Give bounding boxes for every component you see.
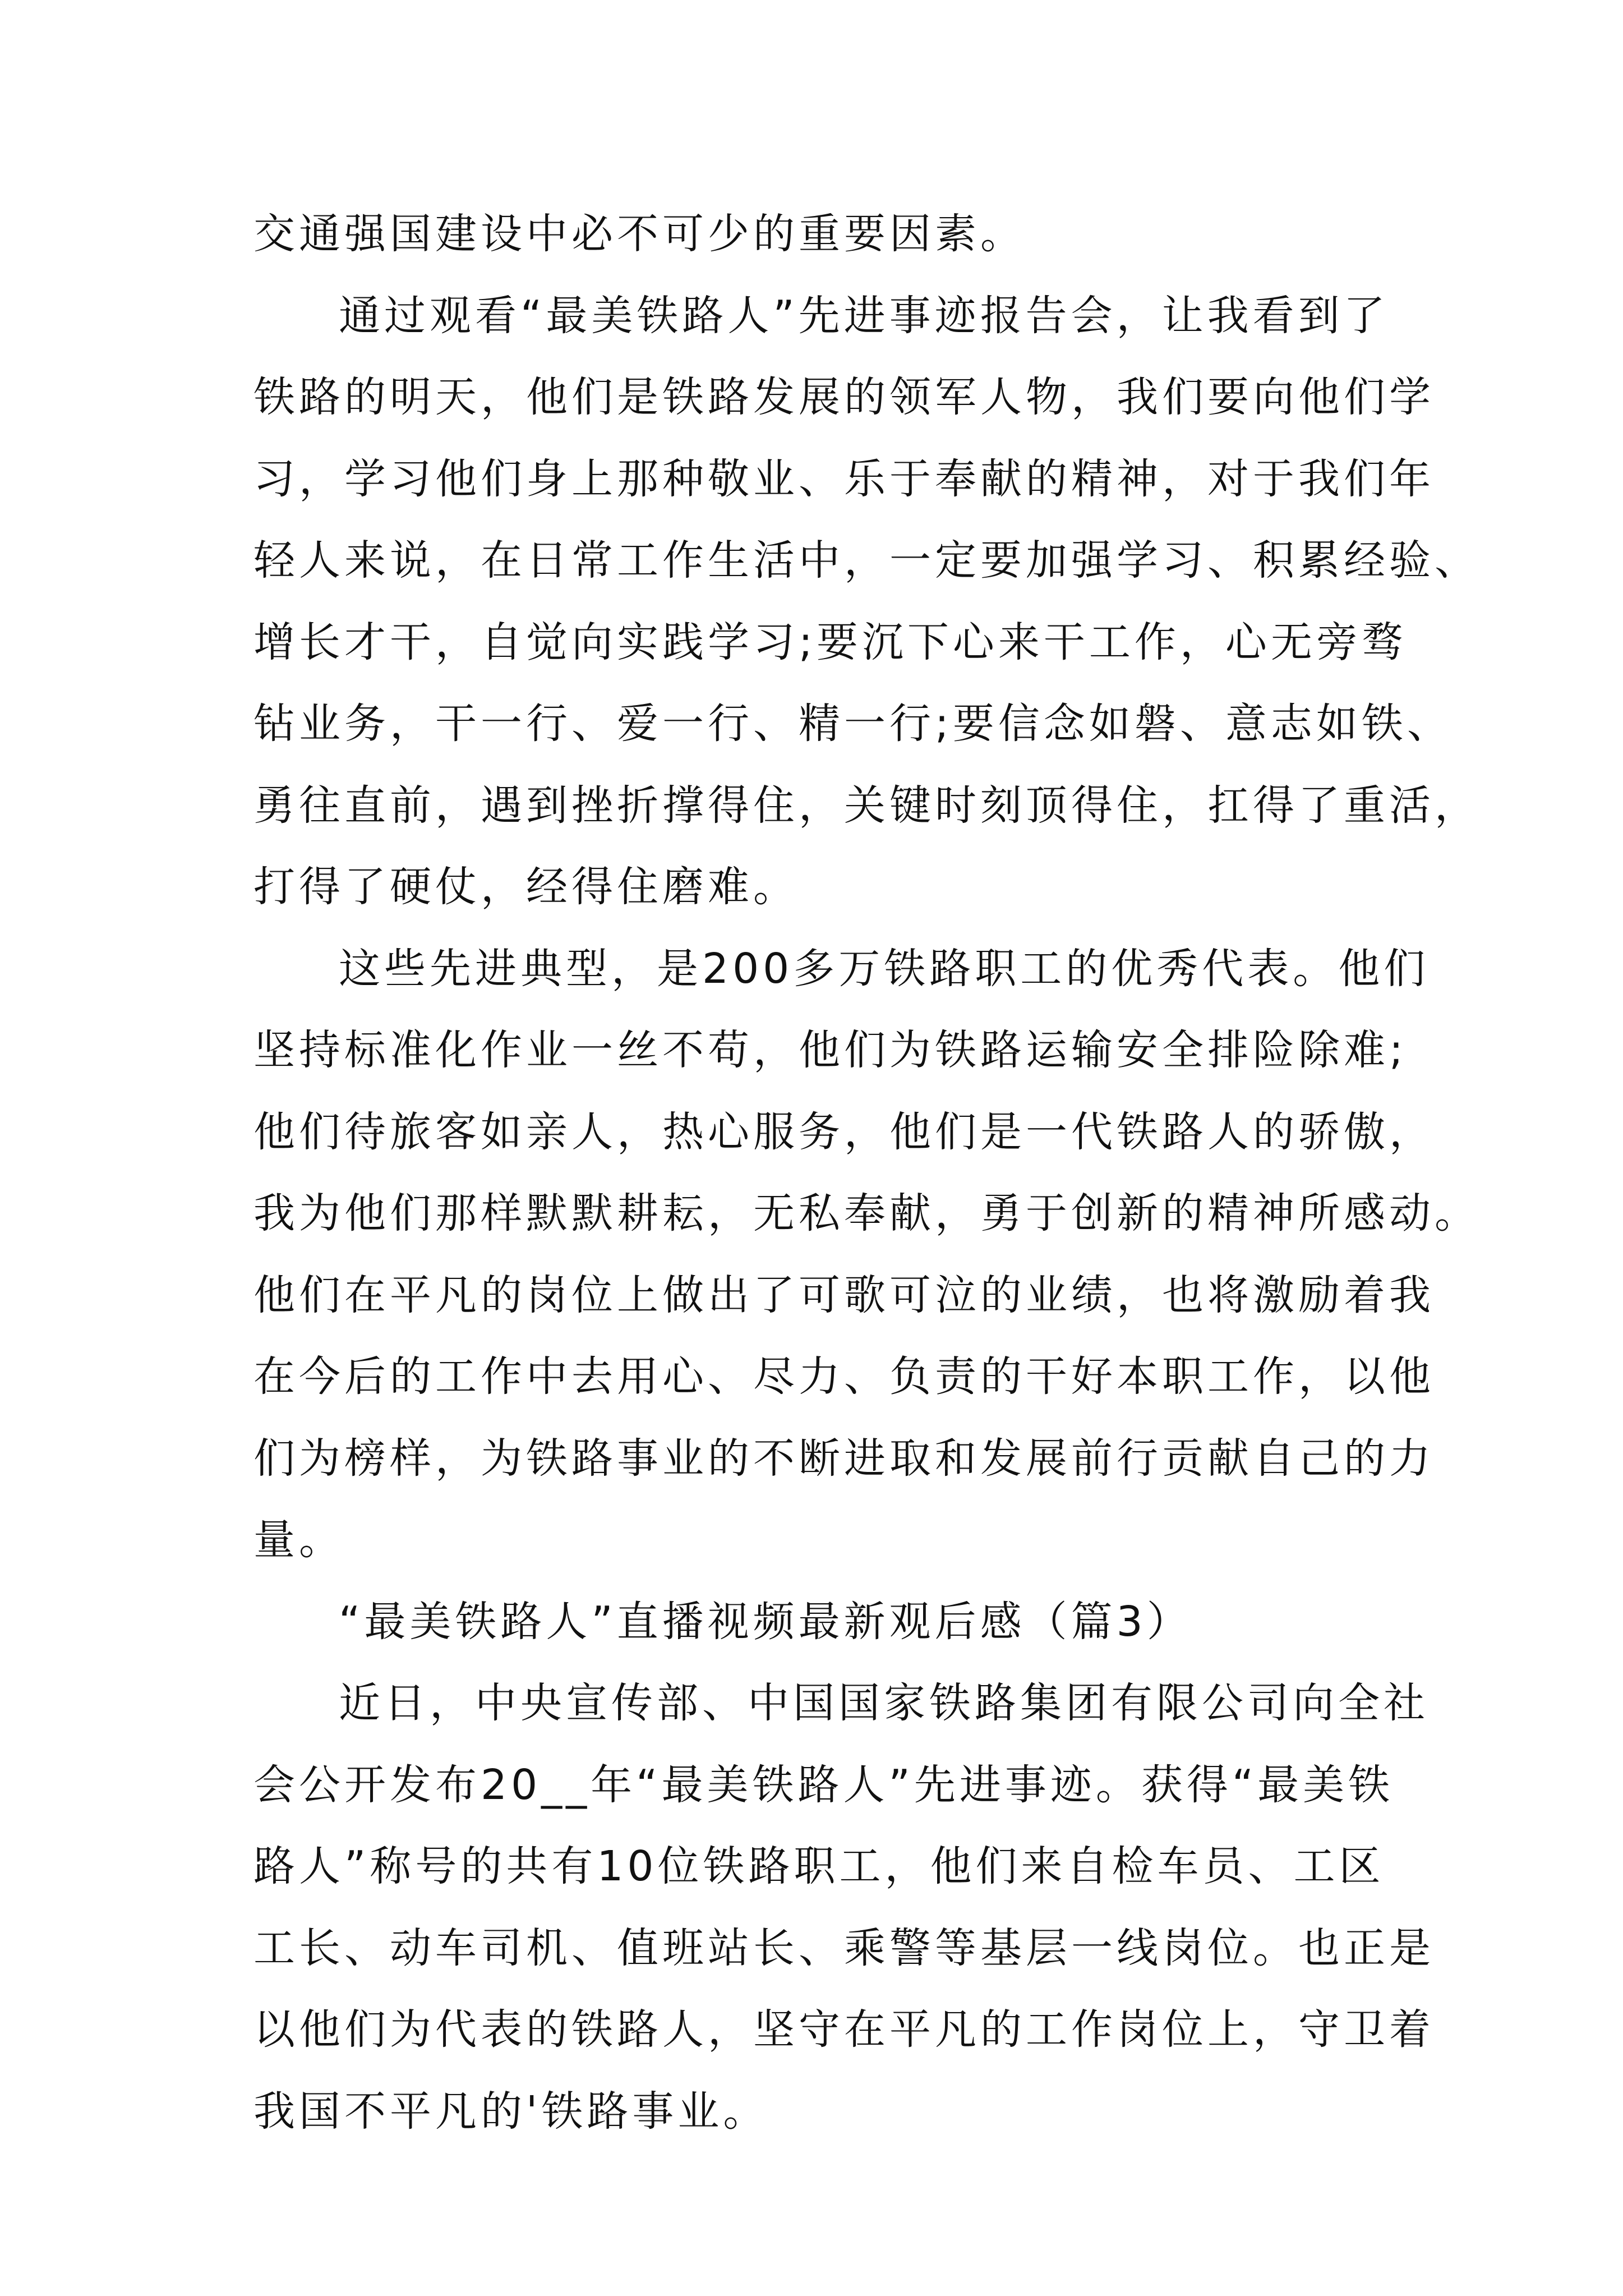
text-line: 量。 xyxy=(253,1516,344,1564)
text-line: 路人”称号的共有10位铁路职工，他们来自检车员、工区 xyxy=(253,1842,1385,1890)
text-line: 习，学习他们身上那种敬业、乐于奉献的精神，对于我们年 xyxy=(253,454,1435,503)
text-line: 工长、动车司机、值班站长、乘警等基层一线岗位。也正是 xyxy=(253,1924,1435,1972)
text-line: 我国不平凡的'铁路事业。 xyxy=(253,2087,769,2136)
text-line: 增长才干，自觉向实践学习;要沉下心来干工作，心无旁骛 xyxy=(253,618,1407,666)
text-line: 以他们为代表的铁路人，坚守在平凡的工作岗位上，守卫着 xyxy=(253,2005,1435,2054)
text-line: 勇往直前，遇到挫折撑得住，关键时刻顶得住，扛得了重活， xyxy=(253,781,1480,830)
text-line: 在今后的工作中去用心、尽力、负责的干好本职工作，以他 xyxy=(253,1352,1435,1401)
text-line: 打得了硬仗，经得住磨难。 xyxy=(253,863,799,911)
paragraph-start-line: 这些先进典型，是200多万铁路职工的优秀代表。他们 xyxy=(339,944,1430,993)
section-title: “最美铁路人”直播视频最新观后感（篇3） xyxy=(339,1597,1192,1646)
text-line: 会公开发布20__年“最美铁路人”先进事迹。获得“最美铁 xyxy=(253,1760,1394,1809)
paragraph-start-line: 近日，中央宣传部、中国国家铁路集团有限公司向全社 xyxy=(339,1679,1429,1727)
text-line: 他们在平凡的岗位上做出了可歌可泣的业绩，也将激励着我 xyxy=(253,1271,1435,1319)
text-line: 铁路的明天，他们是铁路发展的领军人物，我们要向他们学 xyxy=(253,373,1435,421)
text-line: 钻业务，干一行、爱一行、精一行;要信念如磐、意志如铁、 xyxy=(253,700,1453,748)
text-line: 坚持标准化作业一丝不苟，他们为铁路运输安全排险除难; xyxy=(253,1026,1407,1074)
text-line: 交通强国建设中必不可少的重要因素。 xyxy=(253,210,1026,258)
text-line: 我为他们那样默默耕耘，无私奉献，勇于创新的精神所感动。 xyxy=(253,1189,1480,1237)
text-line: 们为榜样，为铁路事业的不断进取和发展前行贡献自己的力 xyxy=(253,1434,1435,1483)
text-line: 轻人来说，在日常工作生活中，一定要加强学习、积累经验、 xyxy=(253,536,1480,585)
body-text xyxy=(253,194,1480,2152)
text-line: 他们待旅客如亲人，热心服务，他们是一代铁路人的骄傲， xyxy=(253,1107,1435,1156)
paragraph-start-line: 通过观看“最美铁路人”先进事迹报告会，让我看到了 xyxy=(339,291,1389,340)
